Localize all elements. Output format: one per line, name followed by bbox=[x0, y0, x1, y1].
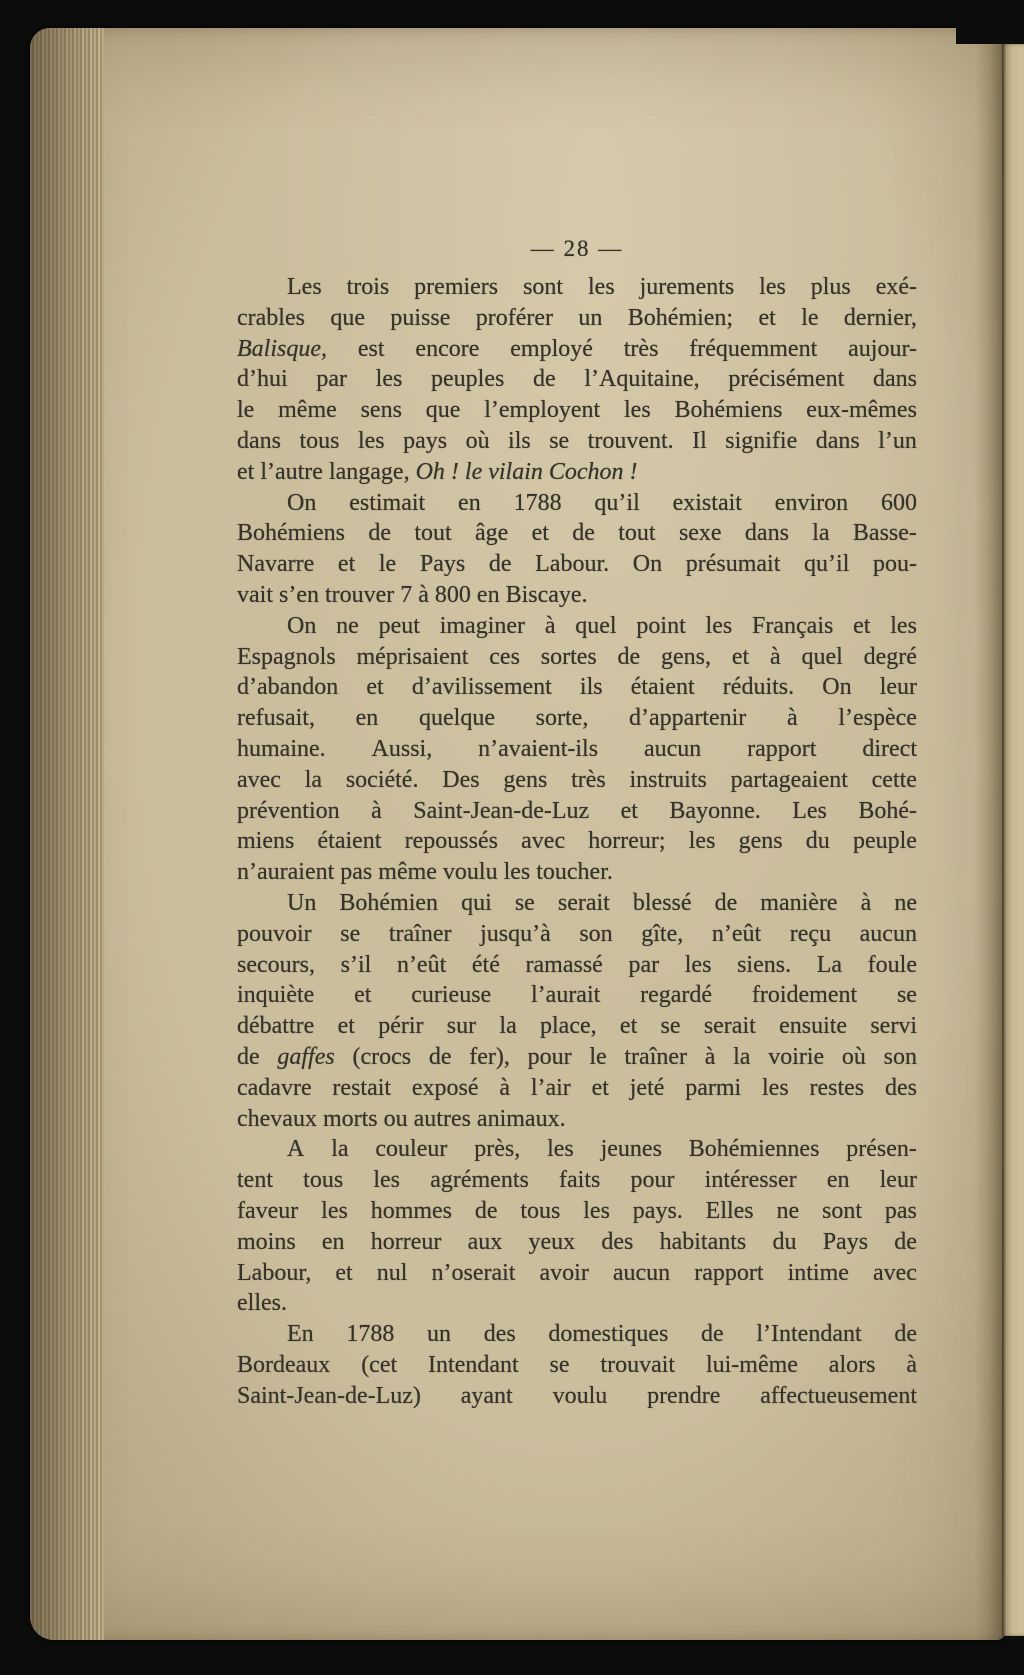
text-line: refusait, en quelque sorte, d’appartenir à l’espèce bbox=[237, 705, 917, 732]
gutter-crease bbox=[975, 28, 1005, 1640]
text-line: d’abandon et d’avilissement ils étaient réduits. On leur bbox=[237, 674, 917, 701]
text-line: humaine. Aussi, n’avaient-ils aucun rapport direct bbox=[237, 735, 917, 762]
page-edge-stack bbox=[30, 28, 104, 1640]
text-line: Bohémiens de tout âge et de tout sexe dans la Basse- bbox=[237, 520, 917, 547]
text-line: pouvoir se traîner jusqu’à son gîte, n’eût reçu aucun bbox=[237, 920, 917, 947]
text-line: elles. bbox=[237, 1290, 287, 1317]
text-line: A la couleur près, les jeunes Bohémiennes présen- bbox=[287, 1136, 917, 1163]
text-line: le même sens que l’employent les Bohémiens eux-mêmes bbox=[237, 397, 917, 424]
text-line: Un Bohémien qui se serait blessé de manière à ne bbox=[287, 889, 917, 916]
paragraph bbox=[237, 272, 917, 488]
paragraph bbox=[237, 1134, 917, 1319]
text-line: On estimait en 1788 qu’il existait environ 600 bbox=[287, 489, 917, 516]
text-line: et l’autre langage, Oh ! le vilain Cochon ! bbox=[237, 458, 638, 485]
text-line: moins en horreur aux yeux des habitants du Pays de bbox=[237, 1228, 917, 1255]
text-line: n’auraient pas même voulu les toucher. bbox=[237, 859, 613, 886]
text-line: chevaux morts ou autres animaux. bbox=[237, 1105, 566, 1132]
text-line: faveur les hommes de tous les pays. Elles ne sont pas bbox=[237, 1197, 917, 1224]
text-block bbox=[237, 236, 917, 1411]
text-line: On ne peut imaginer à quel point les Français et les bbox=[287, 612, 917, 639]
background-notch bbox=[956, 0, 1024, 44]
text-line: inquiète et curieuse l’aurait regardé froidement se bbox=[237, 982, 917, 1009]
text-line: débattre et périr sur la place, et se serait ensuite servi bbox=[237, 1013, 917, 1040]
text-line: Labour, et nul n’oserait avoir aucun rapport intime avec bbox=[237, 1259, 917, 1286]
paragraph bbox=[237, 488, 917, 611]
text-line: cadavre restait exposé à l’air et jeté parmi les restes des bbox=[237, 1074, 917, 1101]
text-line: Saint-Jean-de-Luz) ayant voulu prendre affectueusement bbox=[237, 1382, 917, 1409]
paragraph bbox=[237, 888, 917, 1134]
text-line: miens étaient repoussés avec horreur; les gens du peuple bbox=[237, 828, 917, 855]
text-line: de gaffes (crocs de fer), pour le traîner à la voirie où son bbox=[237, 1043, 917, 1070]
text-line: secours, s’il n’eût été ramassé par les siens. La foule bbox=[237, 951, 917, 978]
book-page bbox=[30, 28, 1005, 1640]
text-line: vait s’en trouver 7 à 800 en Biscaye. bbox=[237, 581, 588, 608]
paragraph bbox=[237, 1319, 917, 1411]
text-line: prévention à Saint-Jean-de-Luz et Bayonne. Les Bohé- bbox=[237, 797, 917, 824]
text-line: Espagnols méprisaient ces sortes de gens, et à quel degré bbox=[237, 643, 917, 670]
body-text bbox=[237, 272, 917, 1411]
text-line: Les trois premiers sont les jurements les plus exé- bbox=[287, 274, 917, 300]
text-line: Balisque, est encore employé très fréquemment aujour- bbox=[237, 335, 917, 362]
text-line: d’hui par les peuples de l’Aquitaine, précisément dans bbox=[237, 366, 917, 393]
text-line: avec la société. Des gens très instruits partageaient cette bbox=[237, 766, 917, 793]
text-line: Bordeaux (cet Intendant se trouvait lui-même alors à bbox=[237, 1351, 917, 1378]
paragraph bbox=[237, 611, 917, 888]
page-number: — 28 — bbox=[530, 236, 624, 261]
text-line: crables que puisse proférer un Bohémien; et le dernier, bbox=[237, 304, 917, 331]
text-line: tent tous les agréments faits pour intéresser en leur bbox=[237, 1167, 917, 1194]
adjacent-page-edge bbox=[1002, 44, 1024, 1636]
text-line: dans tous les pays où ils se trouvent. Il signifie dans l’un bbox=[237, 427, 917, 454]
text-line: En 1788 un des domestiques de l’Intendant de bbox=[287, 1321, 917, 1348]
text-line: Navarre et le Pays de Labour. On présumait qu’il pou- bbox=[237, 551, 917, 578]
